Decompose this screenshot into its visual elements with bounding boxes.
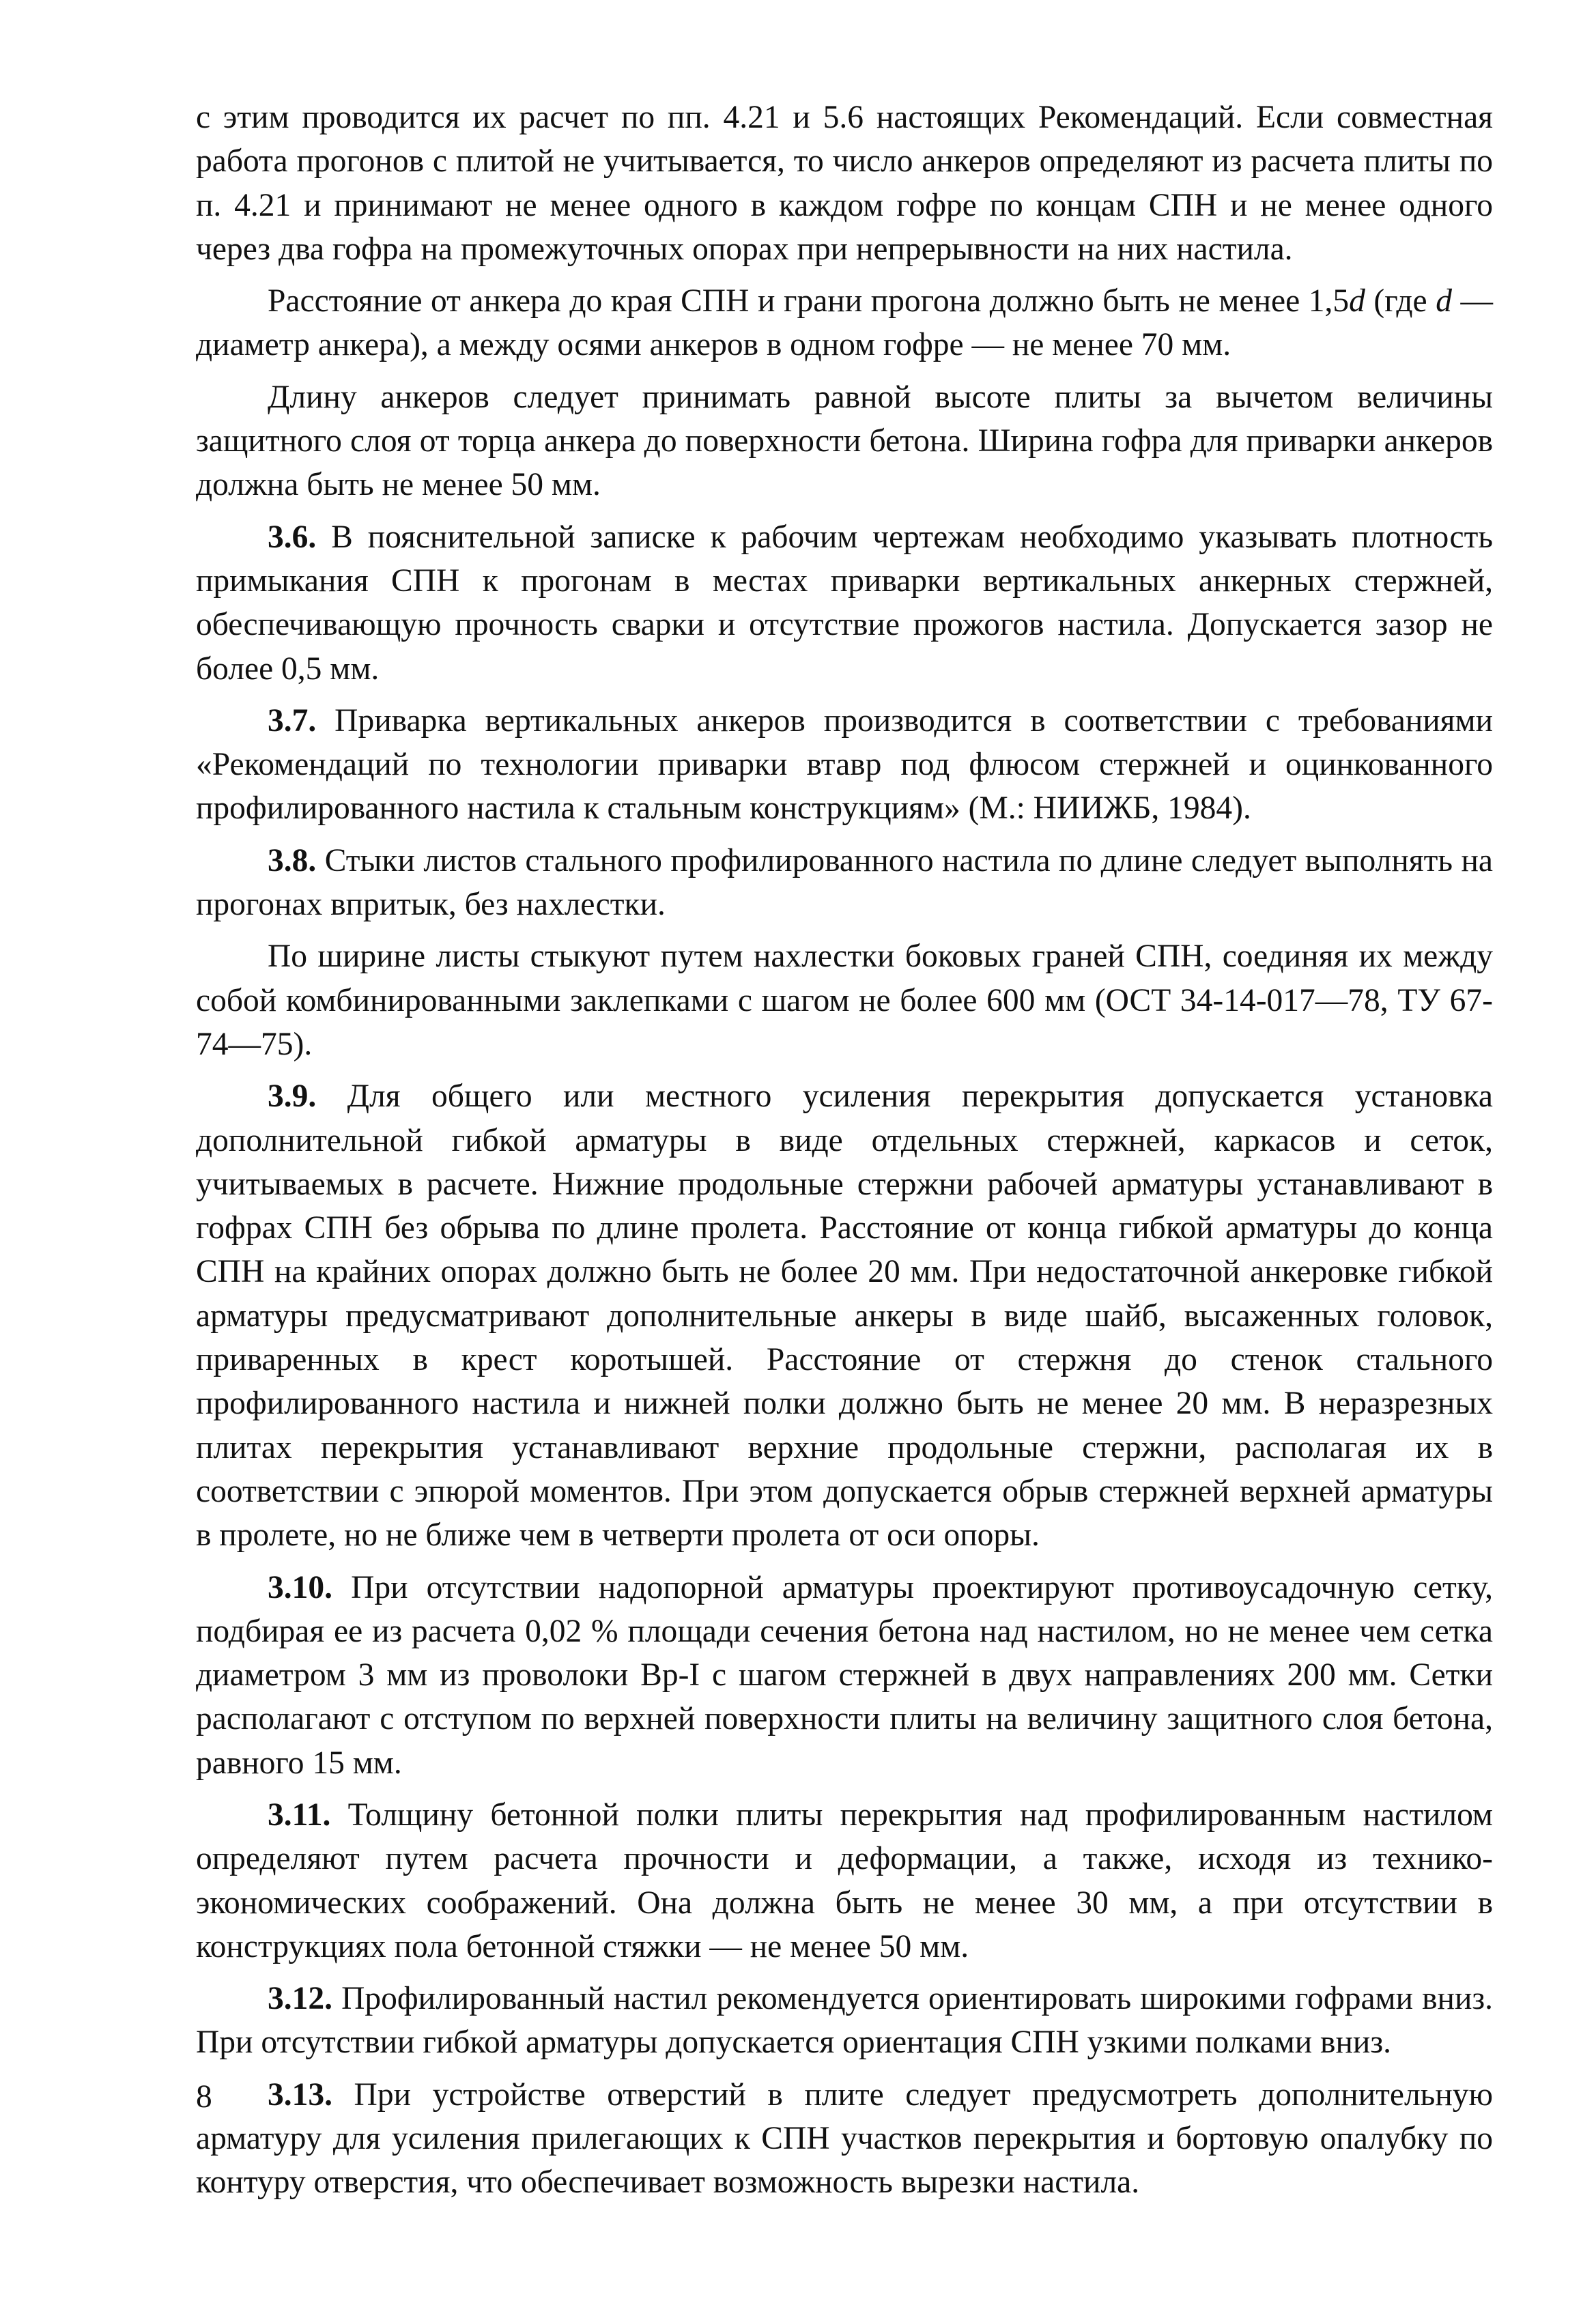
section-3-13	[196, 2073, 1493, 2205]
section-3-12	[196, 1977, 1493, 2065]
section-3-9	[196, 1074, 1493, 1557]
section-3-11	[196, 1793, 1493, 1969]
section-3-8	[196, 839, 1493, 927]
section-text: В пояснительной записке к рабочим чертежам необходимо указывать плотность примыкания СПН к прогонам в местах приварки вертикальных анкерных стержней, обеспечивающую прочность сварки и отсутствие прожогов настила. Допускается зазор не более 0,5 мм.	[196, 519, 1493, 687]
section-number: 3.7.	[268, 702, 317, 739]
paragraph-text: (где	[1365, 283, 1436, 319]
section-number: 3.12.	[268, 1981, 332, 2017]
section-text: При отсутствии надопорной арматуры проектируют противоусадочную сетку, подбирая ее из расчета 0,02 % площади сечения бетона над настилом, но не менее чем сетка диаметром 3 мм из проволоки Вр-I с шагом стержней в двух направлениях 200 мм. Сетки располагают с отступом по верхней поверхности плиты на величину защитного слоя бетона, равного 15 мм.	[196, 1569, 1493, 1781]
section-3-7	[196, 699, 1493, 831]
page-number: 8	[196, 2079, 212, 2115]
variable-d: d	[1436, 283, 1452, 319]
section-number: 3.6.	[268, 519, 317, 555]
section-text: Приварка вертикальных анкеров производится в соответствии с требованиями «Рекомендаций по технологии приварки втавр под флюсом стержней и оцинкованного профилированного настила к стальным конструкциям» (М.: НИИЖБ, 1984).	[196, 702, 1493, 827]
paragraph-continuation: с этим проводится их расчет по пп. 4.21 и 5.6 настоящих Рекомендаций. Если совместная работа прогонов с плитой не учитывается, то число анкеров определяют из расчета плиты по п. 4.21 и принимают не менее одного в каждом гофре по концам СПН и не менее одного через два гофра на промежуточных опорах при непрерывности на них настила.	[196, 100, 1493, 267]
paragraph-anchor-length: Длину анкеров следует принимать равной высоте плиты за вычетом величины защитного слоя от торца анкера до поверхности бетона. Ширина гофра для приварки анкеров должна быть не менее 50 мм.	[196, 379, 1493, 503]
section-text: При устройстве отверстий в плите следует предусмотреть дополнительную арматуру для усиления прилегающих к СПН участков перекрытия и бортовую опалубку по контуру отверстия, что обеспечивает возможность вырезки настила.	[196, 2076, 1493, 2201]
section-number: 3.11.	[268, 1797, 331, 1833]
paragraph-anchor-spacing	[196, 279, 1493, 367]
section-3-6	[196, 515, 1493, 691]
section-number: 3.9.	[268, 1078, 317, 1115]
paragraph-width-joints: По ширине листы стыкуют путем нахлестки боковых граней СПН, соединяя их между собой комбинированными заклепками с шагом не более 600 мм (ОСТ 34-14-017—78, ТУ 67-74—75).	[196, 939, 1493, 1062]
document-body	[196, 96, 1493, 2213]
section-text: Стыки листов стального профилированного настила по длине следует выполнять на прогонах впритык, без нахлестки.	[196, 842, 1493, 923]
paragraph-text: — диаметр анкера), а между осями анкеров в одном гофре — не менее 70 мм.	[196, 283, 1494, 363]
section-number: 3.13.	[268, 2076, 332, 2113]
section-number: 3.10.	[268, 1569, 332, 1605]
section-3-10	[196, 1566, 1493, 1785]
section-text: Толщину бетонной полки плиты перекрытия над профилированным настилом определяют путем расчета прочности и деформации, а также, исходя из технико-экономических соображений. Она должна быть не менее 30 мм, а при отсутствии в конструкциях пола бетонной стяжки — не менее 50 мм.	[196, 1797, 1493, 1964]
section-number: 3.8.	[268, 842, 317, 878]
paragraph-text: Расстояние от анкера до края СПН и грани прогона должно быть не менее 1,5	[268, 283, 1350, 319]
section-text: Для общего или местного усиления перекрытия допускается установка дополнительной гибкой арматуры в виде отдельных стержней, каркасов и сеток, учитываемых в расчете. Нижние продольные стержни рабочей арматуры устанавливают в гофрах СПН без обрыва по длине пролета. Расстояние от конца гибкой арматуры до конца СПН на крайних опорах должно быть не более 20 мм. При недостаточной анкеровке гибкой арматуры предусматривают дополнительные анкеры в виде шайб, высаженных головок, приваренных в крест коротышей. Расстояние от стержня до стенок стального профилированного настила и нижней полки должно быть не менее 20 мм. В неразрезных плитах перекрытия устанавливают верхние продольные стержни, располагая их в соответствии с эпюрой моментов. При этом допускается обрыв стержней верхней арматуры в пролете, но не ближе чем в четверти пролета от оси опоры.	[196, 1078, 1493, 1554]
variable-d: d	[1349, 283, 1365, 319]
section-text: Профилированный настил рекомендуется ориентировать широкими гофрами вниз. При отсутствии гибкой арматуры допускается ориентация СПН узкими полками вниз.	[196, 1981, 1493, 2061]
